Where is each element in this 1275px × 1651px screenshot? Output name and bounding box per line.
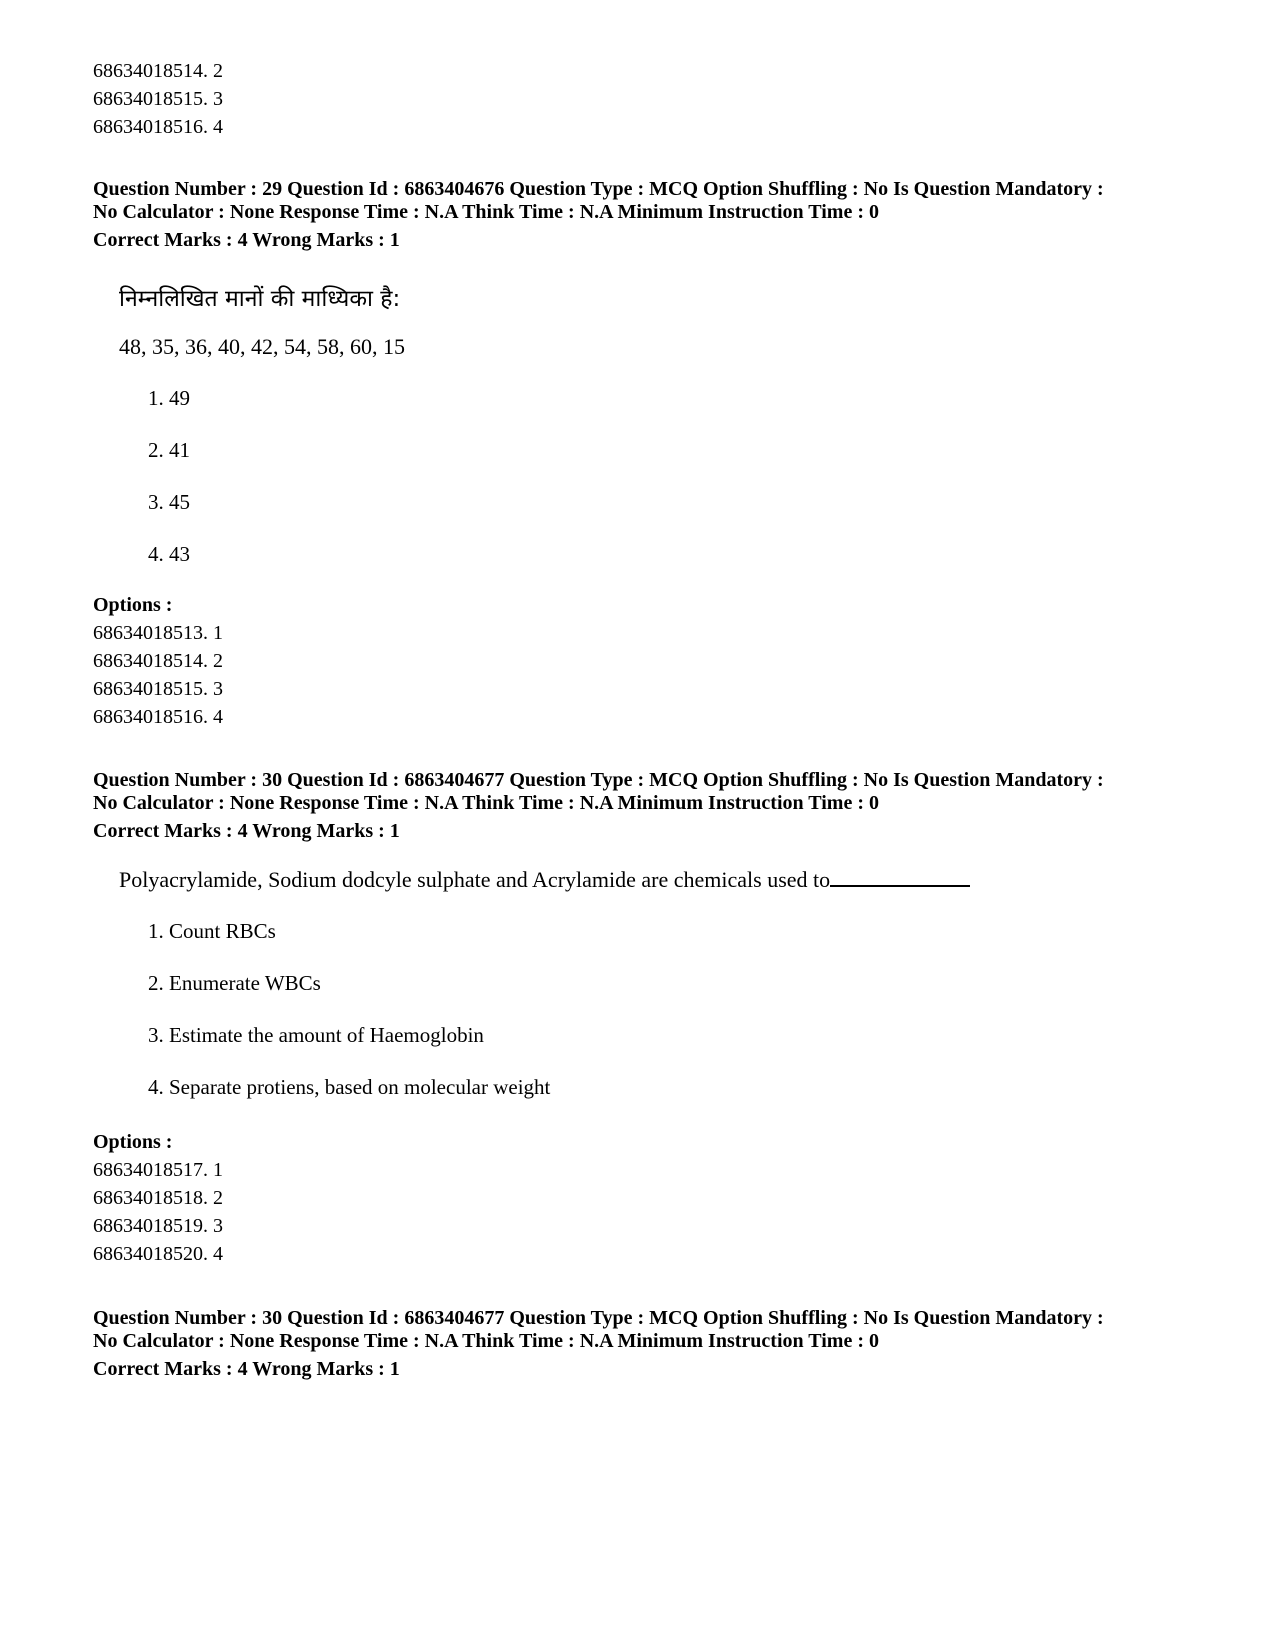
option-line: 68634018517. 1 xyxy=(93,1159,223,1181)
q30-choice-3: 3. Estimate the amount of Haemoglobin xyxy=(148,1023,484,1047)
q30-choice-2: 2. Enumerate WBCs xyxy=(148,971,321,995)
q30-question-text xyxy=(119,867,970,893)
option-line: 68634018518. 2 xyxy=(93,1187,223,1209)
q29-choice-4: 4. 43 xyxy=(148,542,190,566)
q30-repeat-marks: Correct Marks : 4 Wrong Marks : 1 xyxy=(93,1358,400,1380)
q29-choice-2: 2. 41 xyxy=(148,438,190,462)
q30-options-label: Options : xyxy=(93,1131,173,1153)
q30-header-line1: Question Number : 30 Question Id : 6863404677 Question Type : MCQ Option Shuffling : No Is Question Mandatory : xyxy=(93,769,1104,791)
q29-marks: Correct Marks : 4 Wrong Marks : 1 xyxy=(93,229,400,251)
option-line: 68634018515. 3 xyxy=(93,678,223,700)
q30-choice-4: 4. Separate protiens, based on molecular weight xyxy=(148,1075,551,1099)
q30-question-label: Polyacrylamide, Sodium dodcyle sulphate and Acrylamide are chemicals used to xyxy=(119,867,831,892)
option-line: 68634018515. 3 xyxy=(93,88,223,110)
q30-marks: Correct Marks : 4 Wrong Marks : 1 xyxy=(93,820,400,842)
q29-values: 48, 35, 36, 40, 42, 54, 58, 60, 15 xyxy=(119,334,405,359)
q30-repeat-header-line1: Question Number : 30 Question Id : 6863404677 Question Type : MCQ Option Shuffling : No Is Question Mandatory : xyxy=(93,1307,1104,1329)
option-line: 68634018514. 2 xyxy=(93,60,223,82)
q30-header-line2: No Calculator : None Response Time : N.A Think Time : N.A Minimum Instruction Time : 0 xyxy=(93,792,879,814)
option-line: 68634018519. 3 xyxy=(93,1215,223,1237)
q29-header-line2: No Calculator : None Response Time : N.A Think Time : N.A Minimum Instruction Time : 0 xyxy=(93,201,879,223)
q29-choice-1: 1. 49 xyxy=(148,386,190,410)
q30-choice-1: 1. Count RBCs xyxy=(148,919,276,943)
q29-question-text: निम्नलिखित मानों की माध्यिका है: xyxy=(119,286,401,312)
option-line: 68634018513. 1 xyxy=(93,622,223,644)
q29-choice-3: 3. 45 xyxy=(148,490,190,514)
fill-in-blank xyxy=(830,884,970,887)
option-line: 68634018516. 4 xyxy=(93,116,223,138)
q29-header-line1: Question Number : 29 Question Id : 6863404676 Question Type : MCQ Option Shuffling : No Is Question Mandatory : xyxy=(93,178,1104,200)
option-line: 68634018514. 2 xyxy=(93,650,223,672)
q29-options-label: Options : xyxy=(93,594,173,616)
q30-repeat-header-line2: No Calculator : None Response Time : N.A Think Time : N.A Minimum Instruction Time : 0 xyxy=(93,1330,879,1352)
option-line: 68634018516. 4 xyxy=(93,706,223,728)
option-line: 68634018520. 4 xyxy=(93,1243,223,1265)
